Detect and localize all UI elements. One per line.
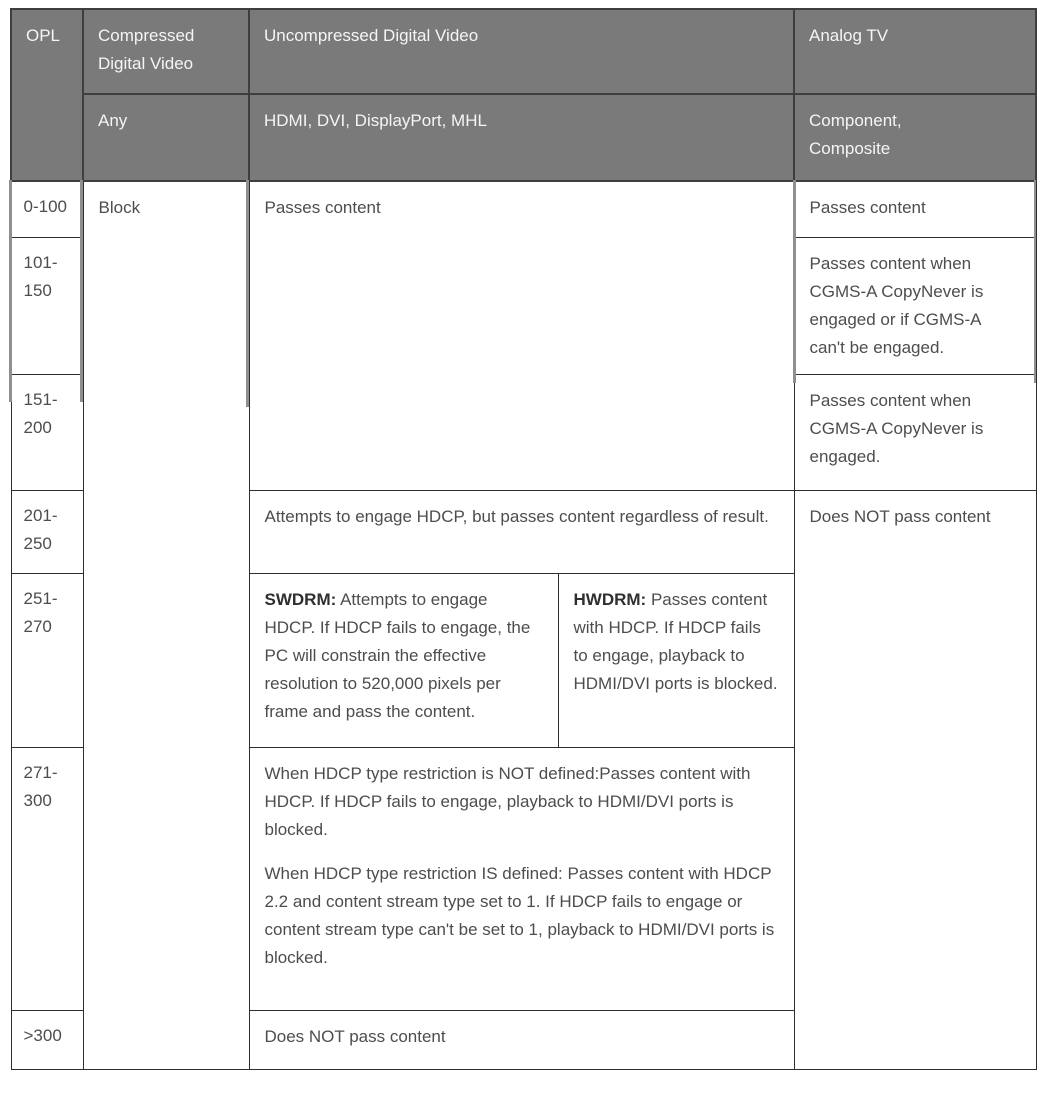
- uncompressed-passes-content-cell: Passes content: [249, 181, 794, 490]
- swdrm-text: Attempts to engage HDCP. If HDCP fails to engage, the PC will constrain the effective resolution to 520,000 pixels per frame and pass the content.: [264, 589, 531, 721]
- header-analog-tv: Analog TV: [794, 9, 1036, 94]
- analog-cgms-copynever-cell: Passes content when CGMS-A CopyNever is engaged.: [794, 374, 1036, 490]
- uncompressed-hdcp-type-restriction-cell: [249, 747, 794, 1010]
- subheader-uncompressed-ports: HDMI, DVI, DisplayPort, MHL: [249, 94, 794, 181]
- opl-range-0-100: 0-100: [11, 181, 83, 237]
- analog-passes-content-cell: Passes content: [794, 181, 1036, 237]
- header-opl: OPL: [11, 9, 83, 181]
- table-border-seam-analog: [793, 180, 796, 383]
- table-border-seam-left: [9, 180, 12, 402]
- subheader-analog-ports-text: Component, Composite: [809, 111, 902, 158]
- hdcp-not-defined-paragraph: When HDCP type restriction is NOT defined:Passes content with HDCP. If HDCP fails to engage, playback to HDMI/DVI ports is blocked.: [264, 763, 751, 839]
- header-compressed-digital-video: Compressed Digital Video: [83, 9, 249, 94]
- hwdrm-label: HWDRM:: [573, 589, 647, 609]
- subheader-analog-ports: [794, 94, 1036, 181]
- uncompressed-attempts-hdcp-cell: Attempts to engage HDCP, but passes content regardless of result.: [249, 490, 794, 573]
- opl-range-101-150: 101-150: [11, 237, 83, 374]
- uncompressed-swdrm-cell: [249, 573, 558, 747]
- opl-range-over-300: >300: [11, 1010, 83, 1069]
- opl-range-201-250: 201-250: [11, 490, 83, 573]
- opl-range-271-300: 271-300: [11, 747, 83, 1010]
- opl-range-251-270: 251-270: [11, 573, 83, 747]
- swdrm-label: SWDRM:: [264, 589, 337, 609]
- opl-table-container: [10, 8, 1037, 1070]
- opl-output-protection-table: [10, 8, 1037, 1070]
- uncompressed-does-not-pass-cell: Does NOT pass content: [249, 1010, 794, 1069]
- hwdrm-text: Passes content with HDCP. If HDCP fails to engage, playback to HDMI/DVI ports is blocked.: [573, 589, 778, 693]
- table-border-seam-right: [1034, 180, 1036, 383]
- table-border-seam-opl: [80, 180, 83, 402]
- analog-does-not-pass-cell: Does NOT pass content: [794, 490, 1036, 1069]
- uncompressed-hwdrm-cell: [558, 573, 794, 747]
- compressed-block-cell: Block: [83, 181, 249, 1069]
- hdcp-is-defined-paragraph: When HDCP type restriction IS defined: Passes content with HDCP 2.2 and content stream type set to 1. If HDCP fails to engage or content stream type can't be set to 1, playback to HDMI/DVI ports is blocked.: [264, 863, 775, 967]
- subheader-compressed-any: Any: [83, 94, 249, 181]
- table-border-seam-compressed: [246, 180, 249, 407]
- header-uncompressed-digital-video: Uncompressed Digital Video: [249, 9, 794, 94]
- opl-range-151-200: 151-200: [11, 374, 83, 490]
- analog-cgms-copynever-or-cell: Passes content when CGMS-A CopyNever is engaged or if CGMS-A can't be engaged.: [794, 237, 1036, 374]
